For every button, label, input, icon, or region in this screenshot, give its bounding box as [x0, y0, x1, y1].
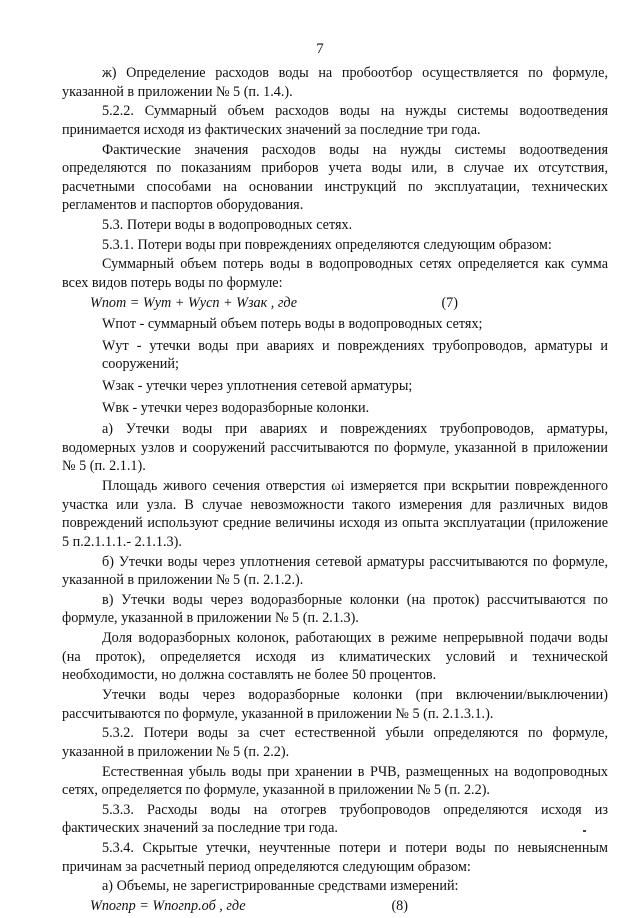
paragraph: 5.2.2. Суммарный объем расходов воды на нужды системы водоотведения принимается исходя из фактических значений за последние три года. — [62, 103, 608, 138]
paragraph: в) Утечки воды через водоразборные колонки (на проток) рассчитываются по формуле, указанной в приложении № 5 (п. 2.1.3). — [62, 591, 608, 627]
paragraph: а) Объемы, не зарегистрированные средствами измерений: — [102, 878, 459, 895]
formula-7 — [62, 294, 608, 313]
scan-speck — [583, 830, 586, 832]
formula-8-number: (8) — [391, 898, 408, 915]
document-body — [62, 64, 608, 918]
paragraph: 5.3.2. Потери воды за счет естественной убыли определяются по формуле, указанной в приложении № 5 (п. 2.2). — [62, 725, 608, 760]
paragraph: б) Утечки воды через уплотнения сетевой арматуры рассчитываются по формуле, указанной в приложении № 5 (п. 2.1.2.). — [62, 553, 608, 589]
formula-7-text: Wпот = Wут + Wусп + Wзак , где — [90, 294, 298, 311]
paragraph: 5.3.4. Скрытые утечки, неучтенные потери и потери воды по невыясненным причинам за расчетный период определяются следующим образом: — [62, 840, 608, 875]
paragraph: ж) Определение расходов воды на пробоотбор осуществляется по формуле, указанной в приложении № 5 (п. 1.4.). — [62, 65, 608, 100]
paragraph: Площадь живого сечения отверстия ωi измеряется при вскрытии поврежденного участка или узла. В случае невозможности такого измерения для различных видов повреждений используют средние величины исходя из опыта эксплуатации (приложение 5 п.2.1.1.1.- 2.1.1.3). — [62, 478, 608, 550]
formula-8 — [62, 897, 608, 916]
formula-8-text: Wпогпр = Wпогпр.об , где — [90, 898, 246, 915]
formula-7-number: (7) — [441, 294, 458, 311]
paragraph: Фактические значения расходов воды на нужды системы водоотведения определяются по показаниям приборов учета воды или, в случае их отсутствия, расчетными способами на основании инструкций по эксплуатации, технических регламентов и паспортов оборудования. — [62, 141, 608, 214]
paragraph: Утечки воды через водоразборные колонки (при включении/выключении) рассчитываются по формуле, указанной в приложении № 5 (п. 2.1.3.1.). — [62, 687, 608, 722]
paragraph: 5.3.1. Потери воды при повреждениях определяются следующим образом: — [102, 236, 552, 253]
definition: Wпот - суммарный объем потерь воды в водопроводных сетях; — [102, 316, 483, 333]
paragraph: 5.3. Потери воды в водопроводных сетях. — [102, 217, 353, 234]
page-number: 7 — [316, 41, 324, 57]
definition: Wзак - утечки через уплотнения сетевой арматуры; — [102, 378, 413, 395]
paragraph: Доля водоразборных колонок, работающих в режиме непрерывной подачи воды (на проток), определяется исходя из климатических условий и технической необходимости, но должна составлять не более 50 процентов. — [62, 630, 608, 684]
paragraph: Естественная убыль воды при хранении в РЧВ, размещенных на водопроводных сетях, определяется по формуле, указанной в приложении № 5 (п. 2.2). — [62, 763, 608, 799]
paragraph: а) Утечки воды при авариях и повреждениях трубопроводов, арматуры, водомерных узлов и сооружений рассчитываются по формуле, указанной в приложении № 5 (п. 2.1.1). — [62, 421, 608, 475]
paragraph: 5.3.3. Расходы воды на отогрев трубопроводов определяются исходя из фактических значений за последние три года. — [62, 801, 608, 837]
definition: Wвк - утечки через водоразборные колонки. — [102, 399, 370, 416]
definition: Wут - утечки воды при авариях и повреждениях трубопроводов, арматуры и сооружений; — [102, 337, 608, 373]
paragraph: Суммарный объем потерь воды в водопроводных сетях определяется как сумма всех видов потерь воды по формуле: — [62, 256, 608, 291]
